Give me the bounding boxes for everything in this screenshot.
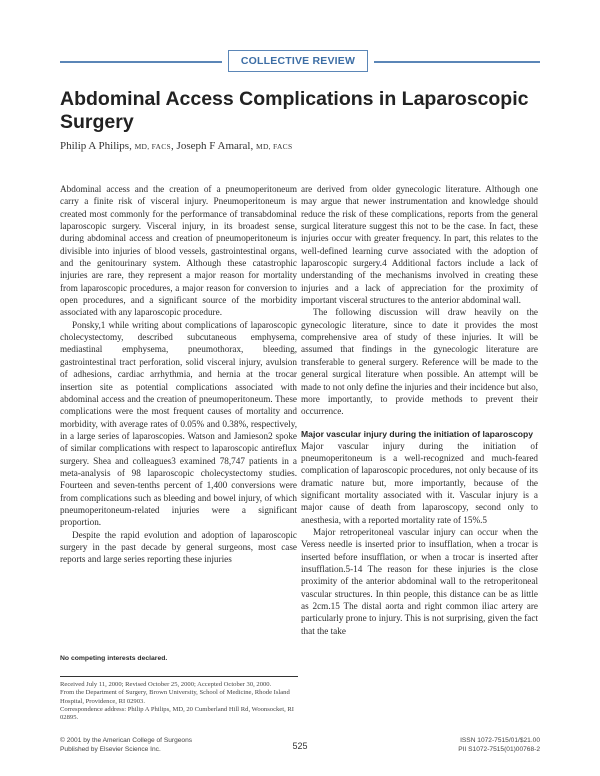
competing-interests: No competing interests declared.: [60, 655, 168, 662]
section-heading: Major vascular injury during the initiation of laparoscopy: [301, 428, 534, 439]
issn: ISSN 1072-7515/01/$21.00: [460, 737, 540, 744]
footnote-rule: [60, 676, 298, 677]
author-line: [60, 140, 540, 152]
author-1-degrees: MD, FACS: [134, 142, 172, 151]
received-dates: Received July 11, 2000; Revised October 25, 2000; Accepted October 30, 2000.: [60, 681, 272, 688]
article-title: Abdominal Access Complications in Laparoscopic Surgery: [60, 88, 529, 133]
body-column-left: [60, 183, 297, 566]
page-number: 525: [292, 741, 308, 751]
pii: PII S1072-7515(01)00768-2: [458, 745, 540, 753]
correspondence-address: Correspondence address: Philip A Philips, MD, 20 Cumberland Hill Rd, Woonsocket, RI 02895.: [60, 705, 294, 722]
footer-right: [420, 737, 540, 754]
publisher: Published by Elsevier Science Inc.: [60, 745, 161, 753]
footer-left: [60, 737, 192, 754]
paragraph: Abdominal access and the creation of a pneumoperitoneum carry a finite risk of visceral injury. Pneumoperitoneum is created most commonly for the performance of transabdominal laparoscopic surgery. Visceral injury, in its broadest sense, during abdominal access and creation of pneumoperitoneum is divisible into injuries of blood vessels, gastrointestinal organs, and the genitourinary system. Although these catastrophic injuries are rare, they represent a major reason for mortality from laparoscopic procedures, a major reason for conversion to open procedures, and a significant source of the morbidity associated with any laparoscopic procedure.: [60, 184, 297, 318]
paragraph: Major vascular injury during the initiation of pneumoperitoneum is a well-recognized and much-feared complication of laparoscopic procedures, not only because of its dramatic nature but, more importantly, because of the significant mortality associated with it. Vascular injury is a major cause of death from laparoscopy, second only to anesthesia, with a reported mortality rate of 15%.5: [301, 440, 538, 525]
paragraph: Major retroperitoneal vascular injury can occur when the Veress needle is inserted prior to insufflation, when a trocar is inserted before insufflation, or when a trocar is inserted after insufflation.5-14 The reason for these injuries is the close proximity of the anterior abdominal wall to the retroperitoneal vascular structures. In thin people, this distance can be as little as 2cm.15 The distal aorta and right common iliac artery are particularly prone to injury. This is not surprising, given the fact that the take: [301, 526, 538, 636]
author-separator: ,: [171, 140, 174, 152]
header-rule-left: [60, 61, 222, 63]
author-2-degrees: MD, FACS: [256, 142, 293, 151]
copyright: © 2001 by the American College of Surgeons: [60, 737, 193, 744]
paragraph: are derived from older gynecologic literature. Although one may argue that newer instrumentation and knowledge should reduce the risk of these complications, reports from the general surgical literature suggest this not to be the case. In fact, these injuries occur with greater frequency. In part, this relates to the well-defined learning curve associated with the adoption of laparoscopic surgery.4 Additional factors include a lack of understanding of the mechanisms involved in creating these injuries and a lack of appreciation for the proximity of important visceral structures to the anterior abdominal wall.: [301, 184, 538, 306]
footnotes: [60, 681, 298, 722]
paragraph: The following discussion will draw heavily on the gynecologic literature, since to date it provides the most comprehensive area of study of these injuries. It will be assumed that findings in the gynecologic literature are transferable to general surgery. Reference will be made to the general surgical literature when possible. An attempt will be made to not only define the injuries and their incidence but also, more importantly, to provide methods to prevent their occurrence.: [301, 307, 538, 417]
author-1-name: Philip A Philips,: [60, 140, 132, 152]
paragraph: Despite the rapid evolution and adoption of laparoscopic surgery in the past decade by general surgeons, most case reports and large series reporting these injuries: [60, 529, 297, 565]
paragraph: Ponsky,1 while writing about complications of laparoscopic cholecystectomy, described subcutaneous emphysema, mediastinal emphysema, pneumothorax, bleeding, gastrointestinal tract perforation, solid visceral injury, avulsion of adhesions, cardiac arrhythmia, and hernia at the trocar insertion site as potential complications associated with abdominal access and the creation of pneumoperitoneum. These complications were the most frequent causes of mortality and morbidity, with average rates of 0.05% and 0.38%, respectively, in a large series of laparoscopies. Watson and Jamieson2 spoke of similar complications with respect to laparoscopic antireflux surgery. Shea and colleagues3 examined 78,747 patients in a meta-analysis of 98 laparoscopic cholecystectomy studies. Fourteen and seven-tenths percent of 1,400 conversions were from complications such as bleeding and bowel injury, of which pneumoperitoneum-related injuries were a significant proportion.: [60, 319, 297, 528]
affiliation: From the Department of Surgery, Brown University, School of Medicine, Rhode Island Hospital, Providence, RI 02903.: [60, 689, 290, 705]
author-2-name: Joseph F Amaral,: [176, 140, 254, 152]
body-column-right: [301, 183, 538, 637]
header-rule-right: [374, 61, 540, 63]
section-label: COLLECTIVE REVIEW: [228, 50, 368, 72]
